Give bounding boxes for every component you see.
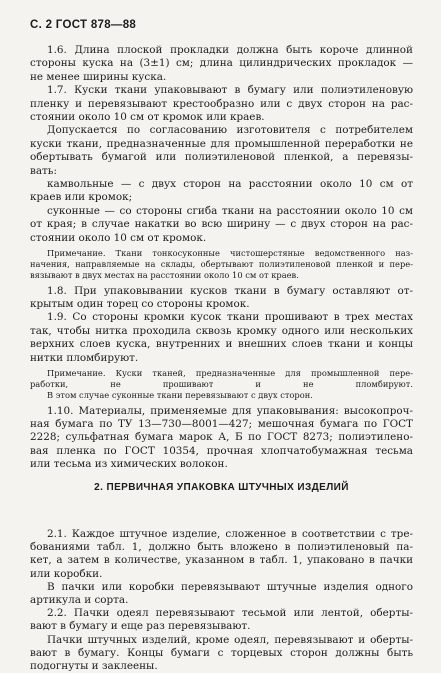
para-packs-line: артикула и сорта. [30, 594, 129, 606]
para-1-7-line: пленку и перевязывают крестообразно или с двух сторон на рас- [30, 97, 413, 110]
para-1-9-line: верхних слоев куска, внутренних и внешних слоев ткани и концы [30, 338, 413, 351]
note-2 [30, 368, 413, 402]
para-2-1-line: 2.1. Каждое штучное изделие, сложенное в соответствии с тре- [47, 528, 413, 540]
note-1-line: начения, направляемые на склады, обертывают полиэтиленовой пленкой и пере- [30, 259, 413, 270]
paragraph-1-8 [30, 285, 413, 312]
para-sukon-line: стоянии около 10 см от кромок. [30, 231, 207, 244]
para-2-1-line: или коробки. [30, 567, 103, 580]
para-1-9-line: так, чтобы нитка проходила сквозь кромку одного или нескольких [30, 324, 413, 337]
para-agree-line: обертывать бумагой или полиэтиленовой пленкой, а перевязы- [30, 151, 413, 164]
para-1-10-line: или тесьма из химических волокон. [30, 458, 228, 471]
note-1-line: Примечание. Ткани тонкосуконные чистошерстяные ведомственного наз- [47, 248, 413, 258]
para-1-9-line: 1.9. Со стороны кромки кусок ткани прошивают в трех местах [47, 311, 413, 324]
paragraph-1-7 [30, 84, 413, 124]
paragraph-2-2-line: 2.2. Пачки одеял перевязывают тесьмой или лентой, оберты- [47, 607, 413, 620]
paragraph-1-6 [30, 44, 413, 84]
para-kamv-line: краев или кромок; [30, 191, 133, 204]
para-2-1-line: бованиями табл. 1, должно быть вложено в полиэтиленовый па- [30, 541, 413, 554]
para-1-10-line: 1.10. Материалы, применяемые для упаковывания: высокопроч- [47, 404, 413, 417]
paragraph-kamvolnye [30, 178, 413, 205]
para-agree-line: куски ткани, предназначенные для промышленной переработки не [30, 137, 413, 150]
para-agree-line: Допускается по согласованию изготовителя с потребителем [47, 124, 413, 137]
para-1-10-line: 2228; сульфатная бумага марок А, Б по ГОСТ 8273; полиэтилено- [30, 431, 413, 444]
note-2-line: В этом случае суконные ткани перевязывают с двух сторон. [47, 390, 313, 401]
paragraph-2-1 [30, 528, 413, 581]
page-header: С. 2 ГОСТ 878—88 [30, 19, 137, 31]
para-agree-line: вать: [30, 164, 57, 177]
paragraph-1-10 [30, 405, 413, 472]
paragraph-1-9 [30, 311, 413, 365]
paragraph-last [30, 634, 413, 673]
para-1-8-line: 1.8. При упаковывании кусков ткани в бумагу оставляют от- [47, 284, 413, 297]
para-1-6-line: 1.6. Длина плоской прокладки должна быть короче длинной [47, 44, 413, 56]
para-1-6-line: не менее ширины куска. [30, 70, 167, 83]
note-2-line: Примечание. Куски тканей, предназначенные для промышленной пере- [47, 368, 413, 378]
paragraph-2-2 [30, 607, 413, 633]
para-sukon-line: от края; в случае накатки во всю ширину — с двух сторон на рас- [30, 218, 413, 231]
paragraph-2-2-line: вают в бумагу и еще раз перевязывают. [30, 620, 251, 633]
paragraph-last-line: Пачки штучных изделий, кроме одеял, перевязывают и оберты- [47, 633, 413, 646]
note-2-line: работки, не прошивают и не пломбируют. [30, 379, 413, 390]
paragraph-last-line: подогнуты и заклеены. [30, 660, 158, 672]
paragraph-packs [30, 581, 413, 607]
para-sukon-line: суконные — со стороны сгиба ткани на расстоянии около 10 см [47, 204, 413, 217]
paragraph-last-line: вают в бумагу. Концы бумаги с торцевых сторон должны быть [30, 646, 413, 659]
para-1-10-line: ная бумага по ТУ 13—730—8001—427; мешочная бумага по ГОСТ [30, 418, 413, 430]
para-1-7-line: 1.7. Куски ткани упаковывают в бумагу или полиэтиленовую [47, 84, 413, 97]
para-kamv-line: камвольные — с двух сторон на расстоянии около 10 см от [47, 178, 413, 190]
para-2-1-line: кет, а затем в количестве, указанном в табл. 1, упаковано в пачки [30, 554, 413, 567]
note-1 [30, 248, 413, 282]
para-1-7-line: стоянии около 10 см от кромок или краев. [30, 111, 265, 123]
para-1-9-line: нитки пломбируют. [30, 351, 139, 364]
para-packs-line: В пачки или коробки перевязывают штучные изделия одного [47, 580, 413, 593]
para-1-8-line: крытым один торец со стороны кромок. [30, 298, 250, 310]
paragraph-sukonnye [30, 205, 413, 245]
paragraph-agreement [30, 124, 413, 178]
para-1-10-line: вая пленка по ГОСТ 10354, прочная хлопчатобумажная тесьма [30, 444, 413, 457]
note-1-line: вязывают в двух местах на расстоянии около 10 см от краев. [30, 270, 299, 281]
section-title: 2. ПЕРВИЧНАЯ УПАКОВКА ШТУЧНЫХ ИЗДЕЛИЙ [94, 481, 349, 493]
para-1-6-line: стороны куска на (3±1) см; длина цилиндрических прокладок — [30, 57, 413, 70]
